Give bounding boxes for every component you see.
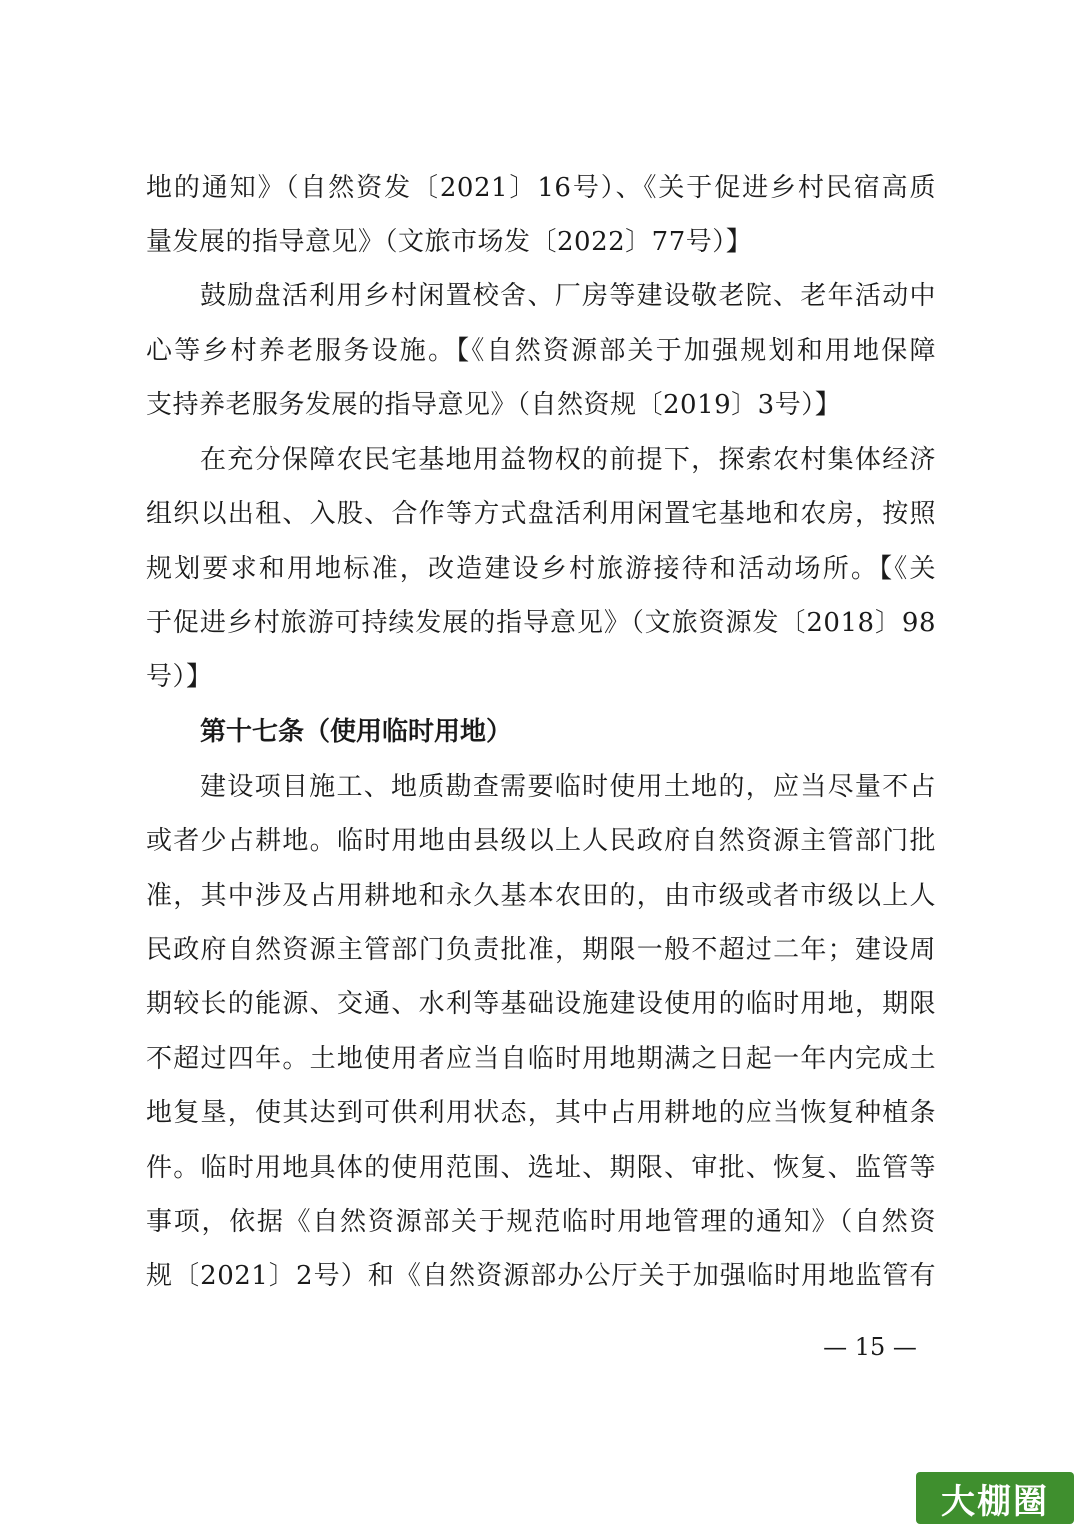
article-heading: 第十七条（使用临时用地） bbox=[200, 717, 513, 747]
watermark-text: 大棚圈 bbox=[941, 1481, 1049, 1522]
text-line: 心等乡村养老服务设施。【《自然资源部关于加强规划和用地保障 bbox=[146, 336, 936, 366]
text-line: 支持养老服务发展的指导意见》（自然资规〔2019〕3号）】 bbox=[146, 390, 842, 420]
paragraph-first-line: 建设项目施工、地质勘查需要临时使用土地的，应当尽量不占 bbox=[200, 772, 936, 802]
text-line: 事项，依据《自然资源部关于规范临时用地管理的通知》（自然资 bbox=[146, 1207, 936, 1237]
text-line: 量发展的指导意见》（文旅市场发〔2022〕77号）】 bbox=[146, 227, 753, 257]
text-line: 组织以出租、入股、合作等方式盘活利用闲置宅基地和农房，按照 bbox=[146, 499, 936, 529]
text-line: 不超过四年。土地使用者应当自临时用地期满之日起一年内完成土 bbox=[146, 1044, 936, 1074]
text-line: 准，其中涉及占用耕地和永久基本农田的，由市级或者市级以上人 bbox=[146, 881, 936, 911]
text-line: 于促进乡村旅游可持续发展的指导意见》（文旅资源发〔2018〕98 bbox=[146, 608, 936, 638]
text-line: 民政府自然资源主管部门负责批准，期限一般不超过二年；建设周 bbox=[146, 935, 936, 965]
text-line: 件。临时用地具体的使用范围、选址、期限、审批、恢复、监管等 bbox=[146, 1153, 936, 1183]
text-line: 规〔2021〕2号）和《自然资源部办公厅关于加强临时用地监管有 bbox=[146, 1261, 936, 1291]
watermark-logo bbox=[916, 1472, 1074, 1524]
page-number: — 15 — bbox=[823, 1333, 917, 1361]
text-line: 期较长的能源、交通、水利等基础设施建设使用的临时用地，期限 bbox=[146, 989, 936, 1019]
text-line: 地的通知》（自然资发〔2021〕16号）、《关于促进乡村民宿高质 bbox=[146, 173, 936, 203]
text-line: 地复垦，使其达到可供利用状态，其中占用耕地的应当恢复种植条 bbox=[146, 1098, 936, 1128]
text-line: 或者少占耕地。临时用地由县级以上人民政府自然资源主管部门批 bbox=[146, 826, 936, 856]
paragraph-first-line: 鼓励盘活利用乡村闲置校舍、厂房等建设敬老院、老年活动中 bbox=[200, 281, 936, 311]
paragraph-first-line: 在充分保障农民宅基地用益物权的前提下，探索农村集体经济 bbox=[200, 445, 936, 475]
text-line: 规划要求和用地标准，改造建设乡村旅游接待和活动场所。【《关 bbox=[146, 554, 936, 584]
text-line: 号）】 bbox=[146, 662, 213, 692]
